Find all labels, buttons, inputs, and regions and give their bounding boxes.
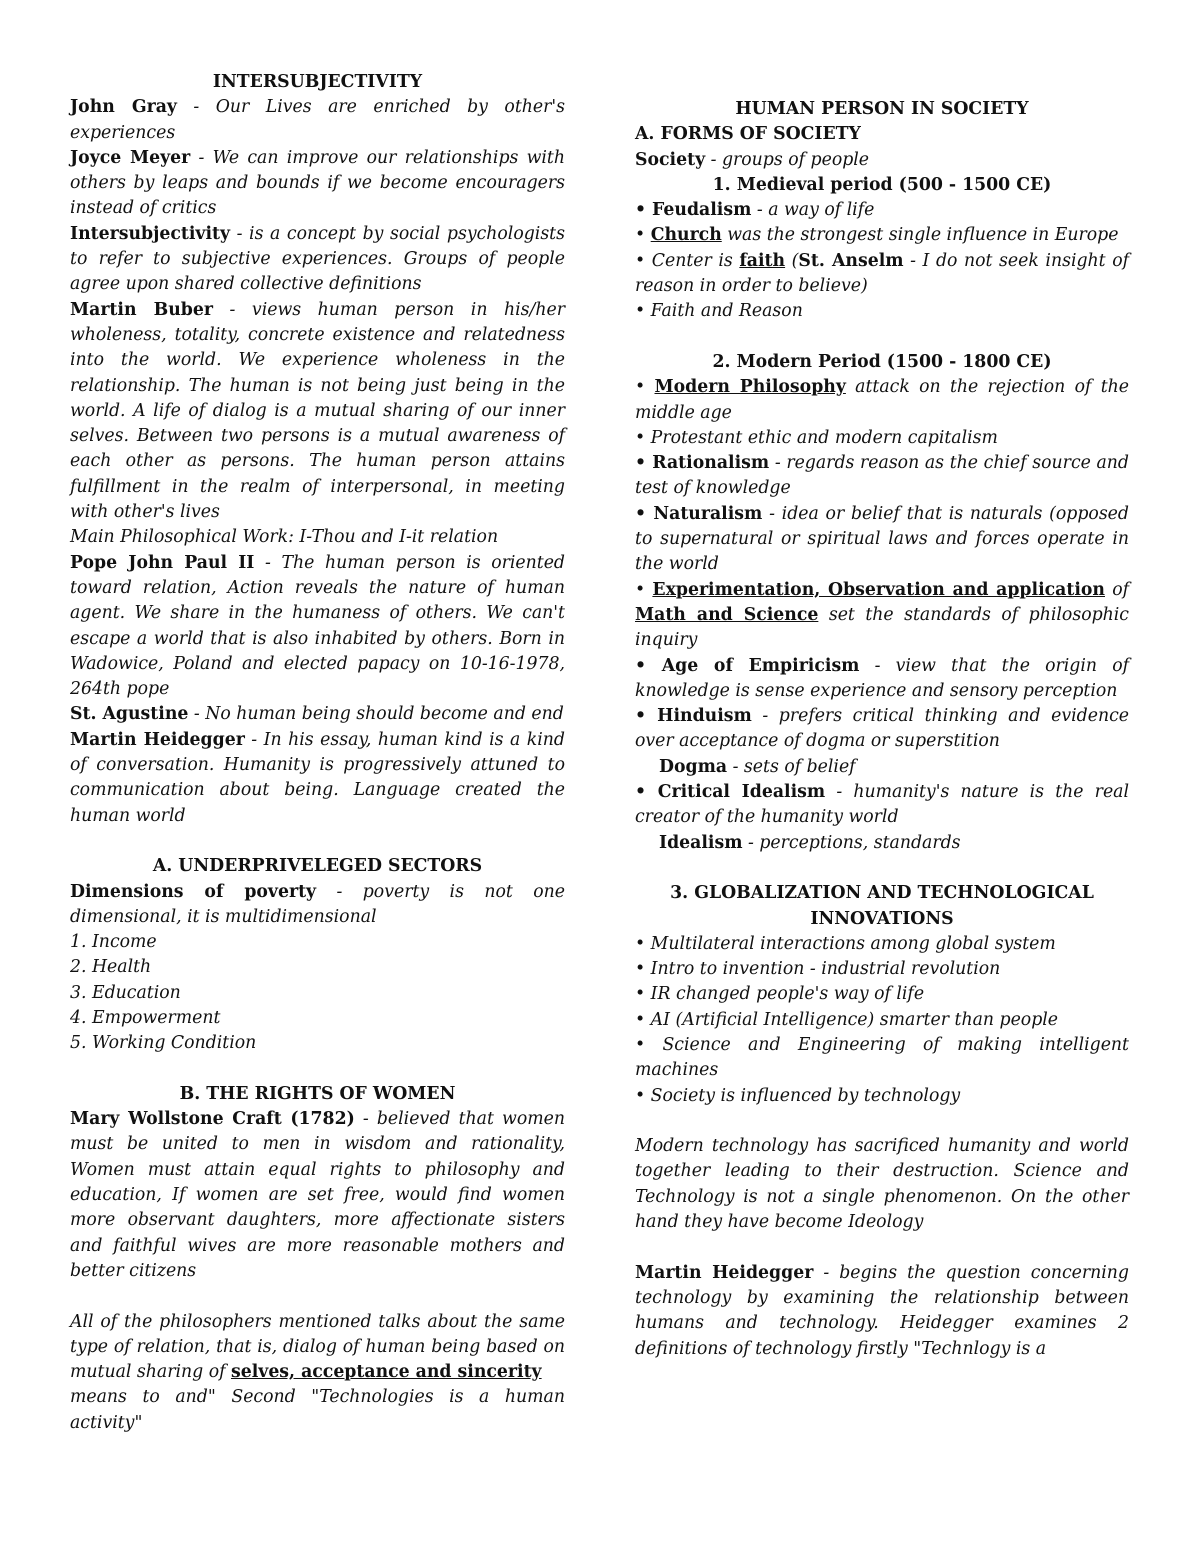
idealism-text: - perceptions, standards [742, 832, 961, 853]
forms-of-society-heading: A. FORMS OF SOCIETY [635, 124, 861, 145]
mary-wollstonecraft-entry [70, 1107, 565, 1284]
faith-and-reason-entry [635, 299, 1129, 324]
mary-wollstonecraft-text: - believed that women must be united to men in wisdom and rationality, Women must attain equal rights to philosophy and education, If women are set free, would find women more observant daughters, more affectionate sisters and faithful wives are more reasonable mothers and better citizens [70, 1109, 565, 1281]
st-anselm-name: St. Anselm [798, 250, 904, 271]
experimentation-text: set the standards of philosophic inquiry [635, 604, 1129, 651]
hinduism-term: • Hinduism [635, 706, 752, 727]
joyce-meyer-entry [70, 146, 565, 222]
empiricism-entry [635, 654, 1129, 705]
idealism-term: Idealism [659, 832, 743, 853]
left-column [70, 70, 565, 1436]
list-item: • Multilateral interactions among global system [635, 933, 1056, 954]
bullet: • [635, 377, 655, 398]
dimensions-of-poverty-text: - poverty is not one dimensional, it is multidimensional [70, 881, 565, 927]
medieval-period-heading: 1. Medieval period (500 - 1500 CE) [712, 174, 1052, 195]
spacer [635, 325, 1129, 350]
spacer [70, 1284, 565, 1309]
list-item: 3. Education [70, 982, 181, 1003]
intersubjectivity-definition [70, 222, 565, 298]
church-text: was the strongest single influence in Europe [721, 225, 1119, 246]
list-item: • Intro to invention - industrial revolution [635, 959, 1001, 980]
intersubjectivity-text: - is a concept by social psychologists to refer to subjective experiences. Groups of people agree upon shared collective definitions [70, 223, 565, 295]
dogma-entry [635, 755, 1129, 780]
society-text: - groups of people [705, 149, 870, 170]
martin-buber-name: Martin Buber [70, 299, 213, 320]
feudalism-entry [635, 198, 1129, 223]
math-and-science-term: Math and Science [635, 604, 819, 625]
critical-idealism-term: • Critical Idealism [635, 782, 826, 803]
buber-main-work-text: Main Philosophical Work: I-Thou and I-it relation [70, 527, 499, 548]
idealism-entry [635, 831, 1129, 856]
bullet: • [635, 579, 653, 600]
philosophers-summary-text: All of the philosophers mentioned talks about the same type of relation, that is, dialog of human being based on mutual sharing of [70, 1311, 565, 1383]
hinduism-entry [635, 704, 1129, 755]
society-term: Society [635, 149, 706, 170]
modern-period-heading: 2. Modern Period (1500 - 1800 CE) [712, 351, 1052, 372]
empiricism-term: • Age of Empiricism [635, 655, 860, 676]
critical-idealism-text: - humanity's nature is the real creator of the humanity world [635, 782, 1129, 828]
spacer [70, 829, 565, 854]
center-prefix: • Center is [635, 250, 740, 271]
list-item: 1. Income [70, 932, 157, 953]
right-column [635, 97, 1129, 1362]
protestant-ethic-entry [635, 426, 1129, 451]
heidegger-technology-entry [635, 1261, 1129, 1362]
joyce-meyer-quote: - We can improve our relationships with others by leaps and bounds if we become encouragers instead of critics [70, 147, 565, 219]
john-gray-entry [70, 95, 565, 146]
pope-john-paul-name: Pope John Paul II [70, 552, 255, 573]
faith-term: faith [739, 250, 786, 271]
list-item: 2. Health [70, 957, 152, 978]
dogma-text: - sets of belief [727, 756, 856, 777]
feudalism-text: - a way of life [751, 200, 875, 221]
martin-heidegger-name: Martin Heidegger [70, 729, 245, 750]
summary-emphasis: selves, acceptance and sincerity [230, 1362, 542, 1383]
heidegger-technology-name: Martin Heidegger [635, 1262, 814, 1283]
poverty-dimensions-list [70, 930, 565, 1056]
human-person-in-society-heading: HUMAN PERSON IN SOCIETY [735, 99, 1029, 119]
list-item: 4. Empowerment [70, 1007, 221, 1028]
martin-heidegger-entry [70, 728, 565, 829]
experimentation-term: Experimentation, Observation and application [652, 579, 1105, 600]
spacer [635, 1109, 1129, 1134]
bullet: • [635, 225, 651, 246]
dogma-term: Dogma [659, 756, 728, 777]
spacer [70, 1057, 565, 1082]
globalization-heading: 3. GLOBALIZATION AND TECHNOLOGICAL INNOVATIONS [670, 883, 1094, 929]
martin-buber-entry [70, 298, 565, 526]
naturalism-term: • Naturalism [635, 503, 763, 524]
naturalism-text: - idea or belief that is naturals (opposed to supernatural or spiritual laws and forces operate in the world [635, 503, 1129, 575]
rationalism-text: - regards reason as the chief source and test of knowledge [635, 453, 1129, 499]
experimentation-of: of [1105, 579, 1129, 600]
rights-of-women-heading: B. THE RIGHTS OF WOMEN [179, 1083, 456, 1104]
john-gray-name: John Gray [70, 97, 177, 118]
st-agustine-name: St. Agustine [70, 704, 189, 725]
heidegger-technology-text: - begins the question concerning technology by examining the relationship between humans and technology. Heidegger examines 2 definitions of technology firstly "Technlogy is a [635, 1262, 1129, 1359]
feudalism-term: • Feudalism [635, 200, 752, 221]
list-item: 5. Working Condition [70, 1033, 257, 1054]
empiricism-text: - view that the origin of knowledge is sense experience and sensory perception [635, 655, 1129, 701]
rationalism-term: • Rationalism [635, 453, 770, 474]
modern-technology-text: Modern technology has sacrificed humanity and world together leading to their destruction. Science and Technology is not a single phenomenon. On the other hand they have become Ideology [635, 1136, 1129, 1233]
list-item: • IR changed people's way of life [635, 984, 925, 1005]
faith-and-reason-text: • Faith and Reason [635, 301, 803, 322]
joyce-meyer-name: Joyce Meyer [70, 147, 191, 168]
st-agustine-entry [70, 702, 565, 727]
martin-buber-text: - views human person in his/her wholeness, totality, concrete existence and relatedness into the world. We experience wholeness in the relationship. The human is not being just being in the world. A life of dialog is a mutual sharing of our inner selves. Between two persons is a mutual awareness of each other as persons. The human person attains fulfillment in the realm of interpersonal, in meeting with other's lives [70, 299, 565, 523]
intersubjectivity-heading: INTERSUBJECTIVITY [212, 72, 423, 92]
modern-technology-paragraph [635, 1134, 1129, 1235]
experimentation-entry [635, 578, 1129, 654]
st-anselm-text: - I do not seek insight of reason in order to believe) [635, 250, 1129, 297]
globalization-list [635, 932, 1129, 1109]
technology-definition-continued [70, 1385, 565, 1436]
modern-philosophy-entry [635, 375, 1129, 426]
underprivileged-heading: A. UNDERPRIVELEGED SECTORS [152, 856, 483, 877]
technology-definition-tail: means to and" Second "Technologies is a human activity" [70, 1387, 565, 1433]
list-item: • Science and Engineering of making intelligent machines [635, 1034, 1129, 1081]
st-agustine-text: - No human being should become and end [188, 704, 564, 725]
modern-philosophy-text: attack on the rejection of the middle age [635, 377, 1129, 423]
list-item: • AI (Artificial Intelligence) smarter than people [635, 1009, 1059, 1030]
center-paren: ( [785, 250, 799, 271]
john-gray-quote: - Our Lives are enriched by other's experiences [70, 97, 565, 143]
list-item: • Society is influenced by technology [635, 1085, 961, 1106]
spacer [635, 1235, 1129, 1260]
dimensions-of-poverty-term: Dimensions of poverty [70, 881, 317, 902]
naturalism-entry [635, 502, 1129, 578]
rationalism-entry [635, 451, 1129, 502]
pope-john-paul-entry [70, 551, 565, 703]
society-definition [635, 148, 1129, 173]
critical-idealism-entry [635, 780, 1129, 831]
hinduism-text: - prefers critical thinking and evidence over acceptance of dogma or superstition [635, 706, 1129, 752]
martin-heidegger-text: - In his essay, human kind is a kind of conversation. Humanity is progressively attuned to communication about being. Language created the human world [70, 729, 565, 826]
intersubjectivity-term: Intersubjectivity [70, 223, 231, 244]
buber-main-work [70, 525, 565, 550]
modern-philosophy-term: Modern Philosophy [654, 377, 846, 398]
faith-center-entry [635, 249, 1129, 300]
pope-john-paul-text: - The human person is oriented toward relation, Action reveals the nature of human agent. We share in the humaness of others. We can't escape a world that is also inhabited by others. Born in Wadowice, Poland and elected papacy on 10-16-1978, 264th pope [70, 552, 565, 700]
spacer [635, 856, 1129, 881]
church-term: Church [650, 225, 722, 246]
church-entry [635, 223, 1129, 248]
mary-wollstonecraft-name: Mary Wollstone Craft (1782) [70, 1109, 355, 1130]
philosophers-summary [70, 1310, 565, 1386]
dimensions-of-poverty-entry [70, 880, 565, 931]
protestant-ethic-text: • Protestant ethic and modern capitalism [635, 427, 998, 448]
